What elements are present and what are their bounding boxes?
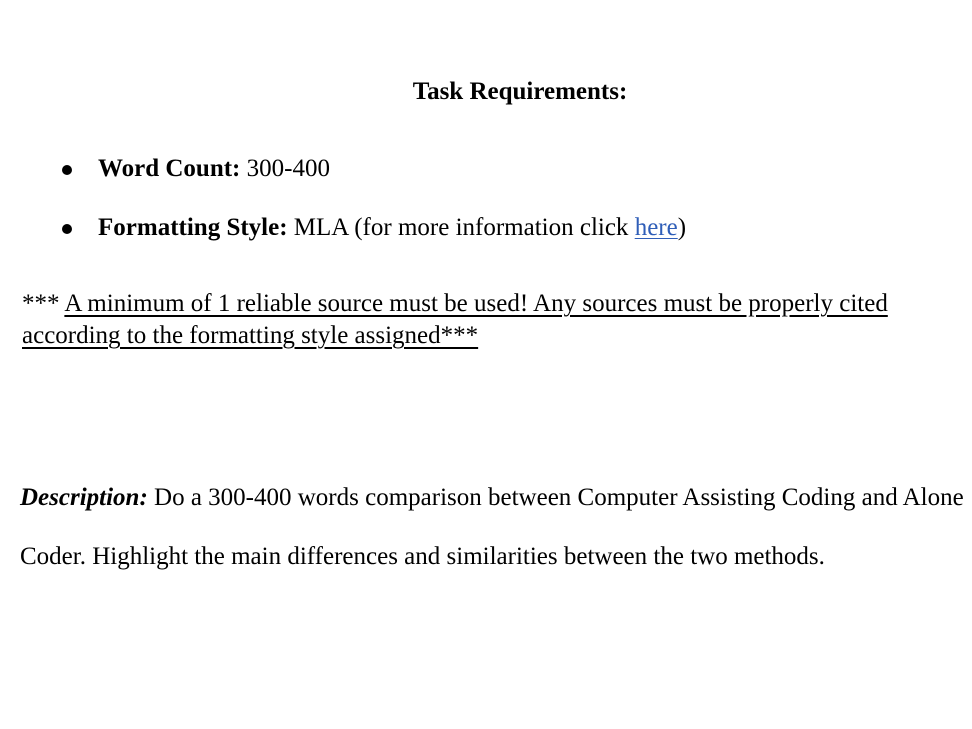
requirement-word-count — [60, 152, 686, 211]
page-title: Task Requirements: — [412, 78, 628, 105]
notice-line-1: A minimum of 1 reliable source must be used! Any sources must be properly cited — [64, 290, 888, 317]
description-line-1 — [20, 468, 972, 527]
bullet-icon — [62, 165, 72, 175]
requirement-value: 300-400 — [246, 155, 330, 182]
mla-info-link[interactable]: here — [634, 214, 678, 241]
requirement-label: Word Count: — [98, 155, 241, 182]
requirement-value-suffix: ) — [677, 214, 687, 241]
description-paragraph — [20, 468, 972, 586]
notice-line-2: according to the formatting style assigned*** — [22, 322, 479, 349]
bullet-icon — [62, 224, 72, 234]
requirement-formatting-style — [60, 211, 686, 270]
description-line-2: Coder. Highlight the main differences and similarities between the two methods. — [20, 543, 825, 570]
source-notice — [22, 288, 962, 352]
description-text-1: Do a 300-400 words comparison between Computer Assisting Coding and Alone — [147, 484, 964, 511]
description-label: Description: — [20, 484, 148, 511]
requirement-label: Formatting Style: — [98, 214, 288, 241]
notice-prefix: *** — [22, 290, 65, 317]
requirements-list — [60, 152, 686, 270]
requirement-value-prefix: MLA (for more information click — [293, 214, 635, 241]
